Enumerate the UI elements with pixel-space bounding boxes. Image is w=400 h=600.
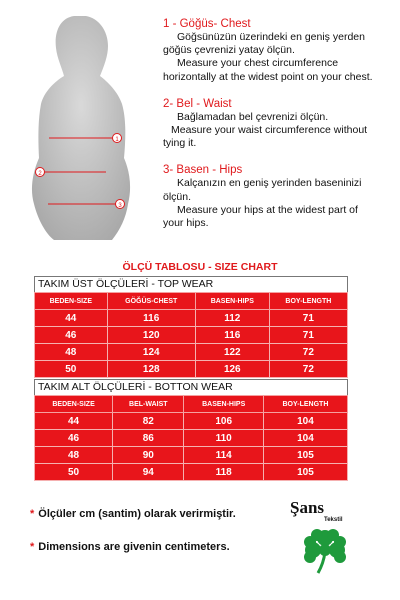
marker-2-label: 2 [38,171,42,177]
marker-1-label: 1 [115,137,119,143]
note-star: * [30,508,35,520]
instruction-text [163,111,397,151]
column-header: GÖĞÜS-CHEST [107,293,195,310]
table-cell: 90 [113,447,184,464]
note-star: * [30,541,35,553]
table-cell: 120 [107,327,195,344]
table-cell: 122 [195,344,269,361]
note-text: Ölçüler cm (santim) olarak verirmiştir. [38,508,236,520]
instruction-text [163,177,397,230]
note-units-en [30,541,230,553]
table-cell: 124 [107,344,195,361]
instruction-line: ölçün. [163,190,192,203]
table-row [35,361,348,378]
bottom-wear-table [34,395,348,481]
instruction-line: Measure your chest circumference [177,57,339,70]
table-cell: 71 [269,327,347,344]
instruction-line: Bağlamadan bel çevrenizi ölçün. [177,110,329,123]
column-header: BEL-WAIST [113,396,184,413]
table-row [35,430,348,447]
column-header: BASEN-HIPS [184,396,263,413]
table-cell: 105 [263,447,347,464]
logo-subtext: Tekstil [324,517,343,523]
table-row [35,310,348,327]
table-cell: 94 [113,464,184,481]
column-header: BASEN-HIPS [195,293,269,310]
table-row [35,344,348,361]
table-cell: 48 [35,447,113,464]
table-cell: 116 [195,327,269,344]
table-row [35,464,348,481]
table-cell: 104 [263,430,347,447]
instruction-line: your hips. [163,217,209,230]
table-cell: 116 [107,310,195,327]
bottom-wear-table-block [34,379,348,481]
table-cell: 48 [35,344,108,361]
top-wear-table-block [34,276,348,378]
table-cell: 105 [263,464,347,481]
instruction-hips [163,164,397,230]
table-cell: 72 [269,344,347,361]
instruction-line: Measure your waist circumference without [171,124,368,137]
instruction-line: Kalçanızın en geniş yerinden baseninizi [177,177,362,190]
instruction-line: tying it. [163,137,197,150]
top-wear-table [34,292,348,378]
table-cell: 128 [107,361,195,378]
table-cell: 126 [195,361,269,378]
body-silhouette-figure [8,8,158,240]
table-row [35,413,348,430]
table-cell: 44 [35,413,113,430]
table-cell: 118 [184,464,263,481]
measurement-instructions [163,18,397,238]
instruction-line: Measure your hips at the widest part of [177,203,358,216]
size-chart-title: ÖLÇÜ TABLOSU - SIZE CHART [122,261,278,273]
bottom-wear-header: TAKIM ALT ÖLÇÜLERİ - BOTTON WEAR [34,379,348,395]
table-cell: 44 [35,310,108,327]
table-cell: 104 [263,413,347,430]
instruction-chest [163,18,397,84]
table-cell: 50 [35,464,113,481]
instruction-text [163,31,397,84]
instruction-line: Göğsünüzün üzerindeki en geniş yerden [177,31,365,43]
table-header-row [35,293,348,310]
table-row [35,327,348,344]
note-units-tr [30,508,236,520]
column-header: BOY-LENGTH [263,396,347,413]
logo-text: Şans [290,498,325,517]
note-text: Dimensions are givenin centimeters. [38,541,230,553]
table-cell: 112 [195,310,269,327]
column-header: BEDEN-SIZE [35,396,113,413]
instruction-title: 3- Basen - Hips [163,164,243,177]
marker-3-label: 3 [118,203,122,209]
table-cell: 46 [35,430,113,447]
clover-icon [300,526,350,576]
instruction-waist [163,98,397,151]
table-header-row [35,396,348,413]
instruction-title: 2- Bel - Waist [163,97,232,110]
table-cell: 86 [113,430,184,447]
brand-logo [290,498,360,578]
column-header: BEDEN-SIZE [35,293,108,310]
table-cell: 114 [184,447,263,464]
silhouette-shape [32,16,130,240]
column-header: BOY-LENGTH [269,293,347,310]
table-cell: 106 [184,413,263,430]
table-cell: 110 [184,430,263,447]
instruction-line: göğüs çevrenizi yatay ölçün. [163,44,295,57]
table-cell: 72 [269,361,347,378]
table-row [35,447,348,464]
table-cell: 50 [35,361,108,378]
top-wear-header: TAKIM ÜST ÖLÇÜLERİ - TOP WEAR [34,276,348,292]
instruction-line: horizontally at the widest point on your chest. [163,70,373,83]
instruction-title: 1 - Göğüs- Chest [163,18,251,30]
table-cell: 71 [269,310,347,327]
table-cell: 46 [35,327,108,344]
table-cell: 82 [113,413,184,430]
